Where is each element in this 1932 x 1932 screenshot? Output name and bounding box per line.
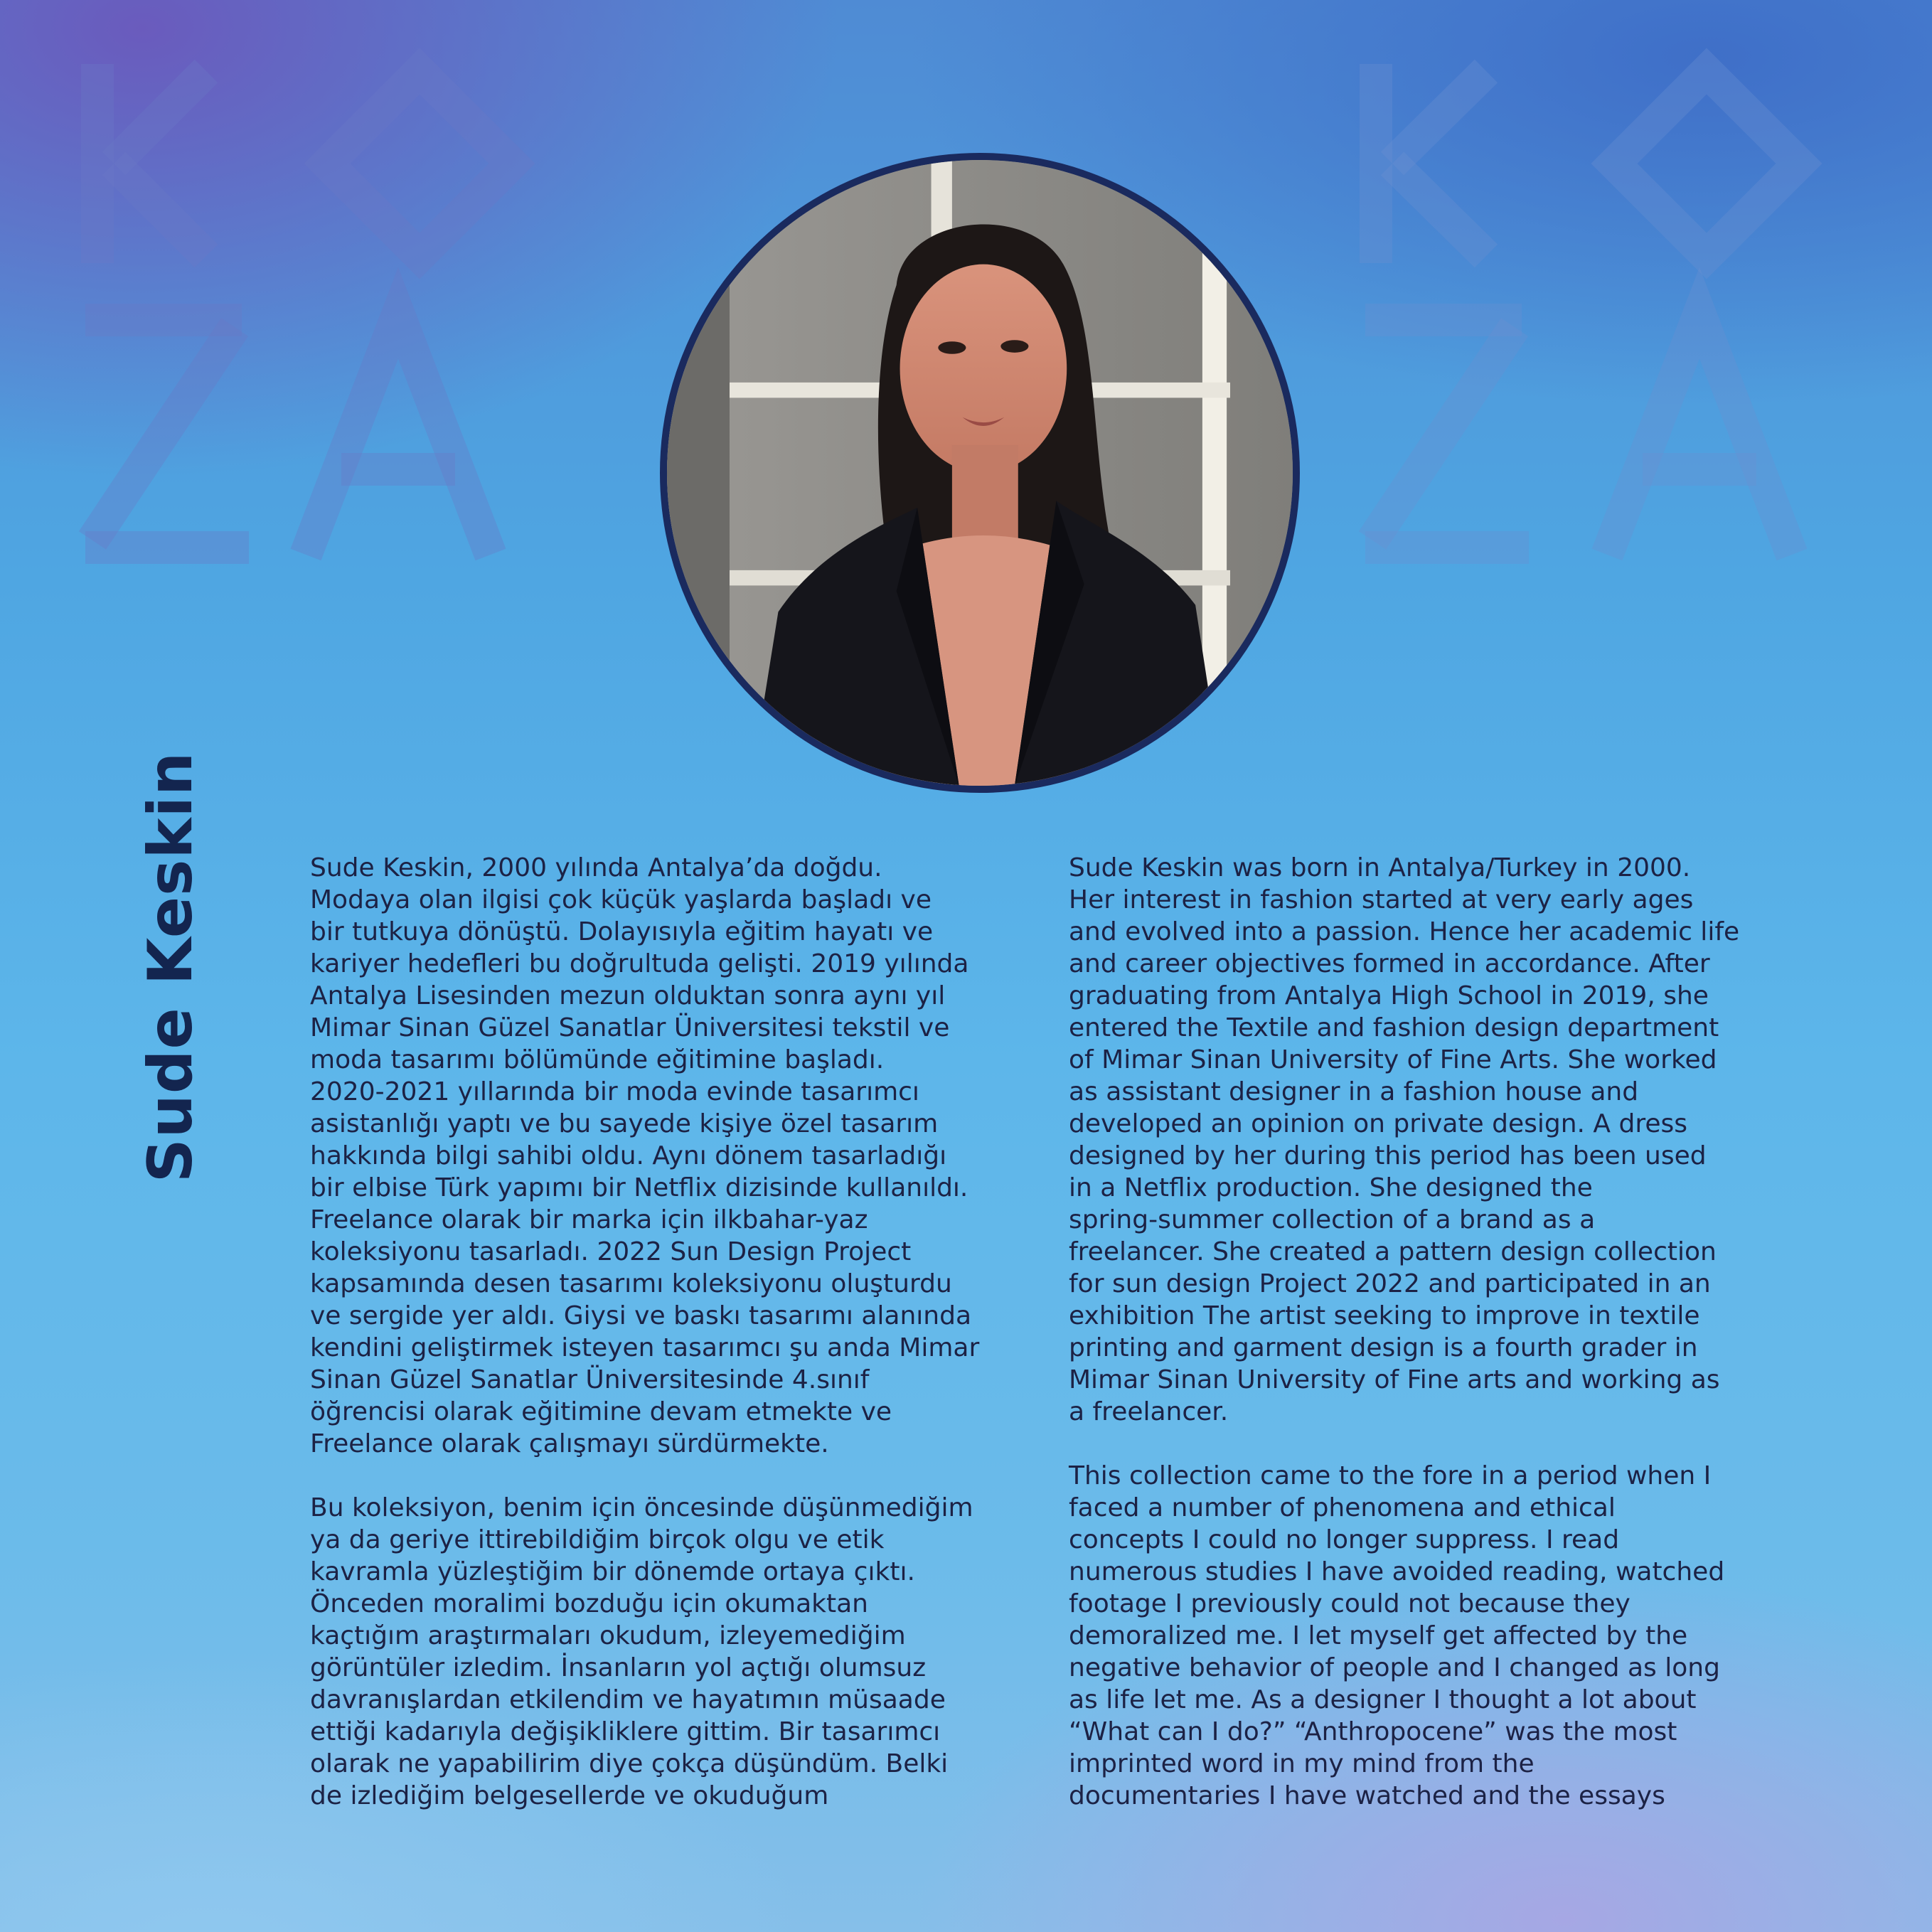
text-line: Sinan Güzel Sanatlar Üniversitesinde 4.sınıf xyxy=(310,1365,870,1394)
text-line: demoralized me. I let myself get affected by the xyxy=(1069,1621,1688,1650)
text-line: Bu koleksiyon, benim için öncesinde düşünmediğim xyxy=(310,1493,973,1522)
text-line: negative behavior of people and I changed as long xyxy=(1069,1653,1720,1682)
text-line: imprinted word in my mind from the xyxy=(1069,1749,1535,1778)
text-line: ya da geriye ittirebildiğim birçok olgu ve etik xyxy=(310,1525,885,1554)
text-line: a freelancer. xyxy=(1069,1397,1229,1426)
text-line: designed by her during this period has been used xyxy=(1069,1141,1707,1170)
text-line: printing and garment design is a fourth grader in xyxy=(1069,1333,1698,1362)
koza-logo-right xyxy=(1365,64,1799,555)
turkish-paragraph-1 xyxy=(310,852,1021,1460)
text-line: for sun design Project 2022 and participated in an xyxy=(1069,1269,1711,1298)
text-line: Antalya Lisesinden mezun olduktan sonra aynı yıl xyxy=(310,981,946,1010)
text-line: kapsamında desen tasarımı koleksiyonu oluşturdu xyxy=(310,1269,952,1298)
text-line: ve sergide yer aldı. Giysi ve baskı tasarımı alanında xyxy=(310,1301,972,1330)
text-line: and career objectives formed in accordance. After xyxy=(1069,949,1710,978)
text-line: öğrencisi olarak eğitimine devam etmekte ve xyxy=(310,1397,892,1426)
text-line: görüntüler izledim. İnsanların yol açtığı olumsuz xyxy=(310,1653,927,1682)
text-line: and evolved into a passion. Hence her academic life xyxy=(1069,917,1740,946)
text-line: kendini geliştirmek isteyen tasarımcı şu anda Mimar xyxy=(310,1333,980,1362)
text-line: kariyer hedefleri bu doğrultuda gelişti. 2019 yılında xyxy=(310,949,969,978)
portrait-photo xyxy=(660,153,1300,793)
text-line: exhibition The artist seeking to improve in textile xyxy=(1069,1301,1700,1330)
text-line: 2020-2021 yıllarında bir moda evinde tasarımcı xyxy=(310,1077,919,1106)
text-line: Mimar Sinan University of Fine arts and working as xyxy=(1069,1365,1720,1394)
text-line: Sude Keskin was born in Antalya/Turkey in 2000. xyxy=(1069,853,1691,882)
english-bio-column xyxy=(1069,852,1780,1812)
text-line: freelancer. She created a pattern design collection xyxy=(1069,1237,1717,1266)
text-line: graduating from Antalya High School in 2019, she xyxy=(1069,981,1709,1010)
text-line: moda tasarımı bölümünde eğitimine başladı. xyxy=(310,1045,885,1074)
name-title: Sude Keskin xyxy=(135,751,206,1183)
text-line: Freelance olarak bir marka için ilkbahar-yaz xyxy=(310,1205,868,1234)
text-line: asistanlığı yaptı ve bu sayede kişiye özel tasarım xyxy=(310,1109,939,1138)
text-line: koleksiyonu tasarladı. 2022 Sun Design Project xyxy=(310,1237,912,1266)
text-line: concepts I could no longer suppress. I read xyxy=(1069,1525,1620,1554)
text-line: as life let me. As a designer I thought a lot about xyxy=(1069,1685,1697,1714)
text-line: of Mimar Sinan University of Fine Arts. She worked xyxy=(1069,1045,1717,1074)
text-line: olarak ne yapabilirim diye çokça düşündüm. Belki xyxy=(310,1749,949,1778)
text-line: entered the Textile and fashion design department xyxy=(1069,1013,1719,1042)
text-line: bir tutkuya dönüştü. Dolayısıyla eğitim hayatı ve xyxy=(310,917,934,946)
text-line: kavramla yüzleştiğim bir dönemde ortaya çıktı. xyxy=(310,1557,915,1586)
text-line: This collection came to the fore in a period when I xyxy=(1069,1461,1712,1490)
text-line: bir elbise Türk yapımı bir Netflix dizisinde kullanıldı. xyxy=(310,1173,968,1202)
text-line: Önceden moralimi bozduğu için okumaktan xyxy=(310,1589,868,1618)
text-line: Modaya olan ilgisi çok küçük yaşlarda başladı ve xyxy=(310,885,932,914)
text-line: spring-summer collection of a brand as a xyxy=(1069,1205,1596,1234)
english-paragraph-1 xyxy=(1069,852,1780,1428)
text-line: de izlediğim belgesellerde ve okuduğum xyxy=(310,1781,829,1810)
text-line: faced a number of phenomena and ethical xyxy=(1069,1493,1616,1522)
text-line: kaçtığım araştırmaları okudum, izleyemediğim xyxy=(310,1621,906,1650)
text-line: davranışlardan etkilendim ve hayatımın müsaade xyxy=(310,1685,946,1714)
text-line: “What can I do?” “Anthropocene” was the most xyxy=(1069,1717,1677,1746)
english-paragraph-2 xyxy=(1069,1460,1780,1812)
text-line: as assistant designer in a fashion house and xyxy=(1069,1077,1639,1106)
text-line: documentaries I have watched and the essays xyxy=(1069,1781,1665,1810)
text-line: developed an opinion on private design. A dress xyxy=(1069,1109,1687,1138)
text-line: Mimar Sinan Güzel Sanatlar Üniversitesi tekstil ve xyxy=(310,1013,950,1042)
turkish-bio-column xyxy=(310,852,1021,1812)
text-line: Freelance olarak çalışmayı sürdürmekte. xyxy=(310,1429,829,1458)
text-line: numerous studies I have avoided reading, watched xyxy=(1069,1557,1725,1586)
text-line: footage I previously could not because they xyxy=(1069,1589,1631,1618)
text-line: hakkında bilgi sahibi oldu. Aynı dönem tasarladığı xyxy=(310,1141,947,1170)
koza-logo-left xyxy=(85,64,512,555)
text-line: Sude Keskin, 2000 yılında Antalya’da doğdu. xyxy=(310,853,882,882)
turkish-paragraph-2 xyxy=(310,1492,1021,1812)
text-line: ettiği kadarıyla değişikliklere gittim. Bir tasarımcı xyxy=(310,1717,941,1746)
text-line: Her interest in fashion started at very early ages xyxy=(1069,885,1694,914)
text-line: in a Netflix production. She designed the xyxy=(1069,1173,1593,1202)
